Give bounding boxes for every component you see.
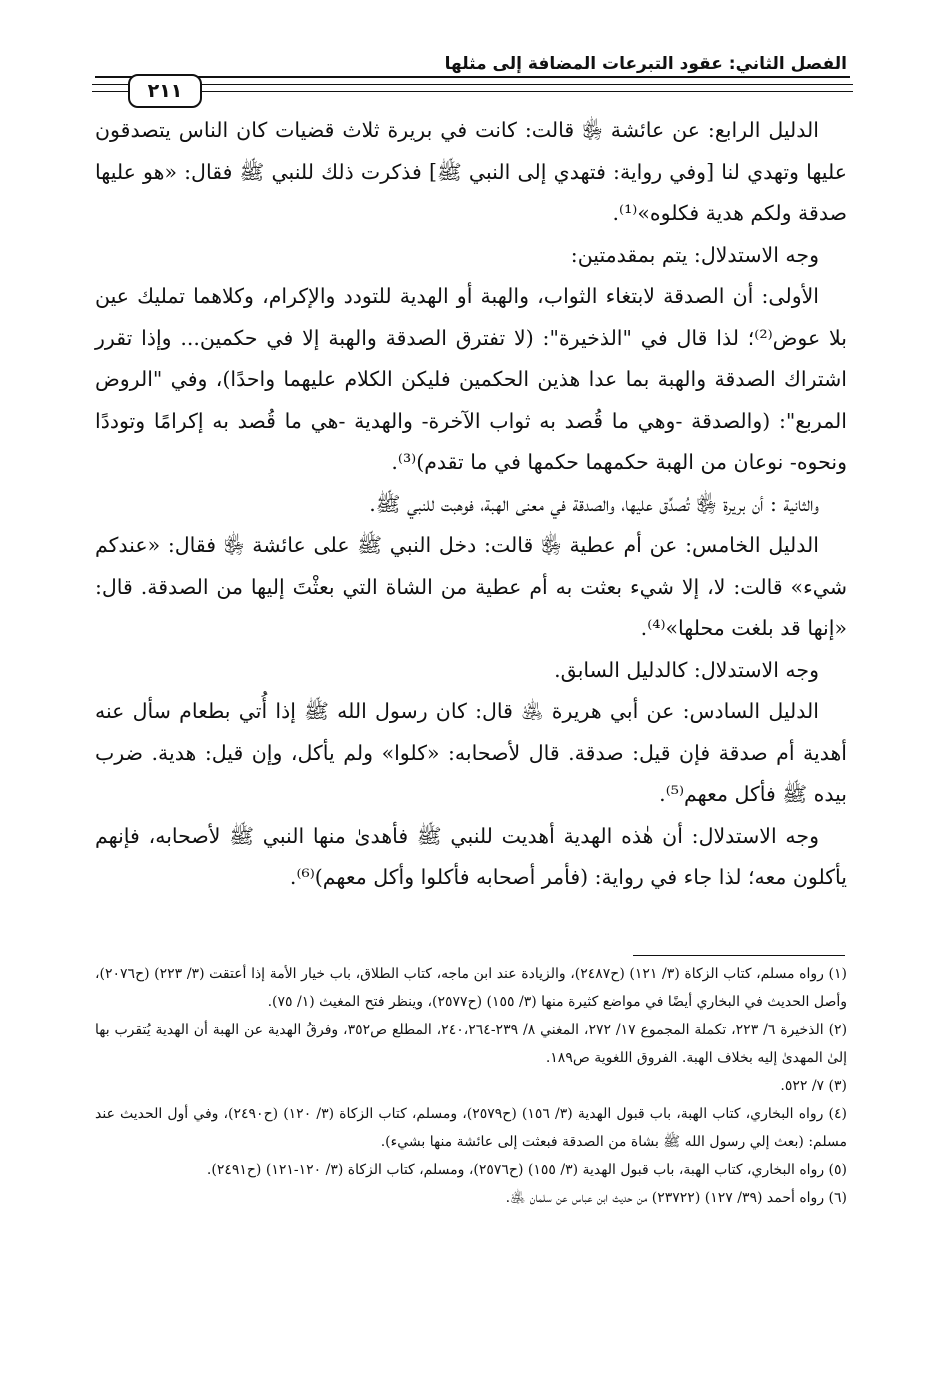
footnote-6: (٦) رواه أحمد (٣٩/ ١٢٧) (٢٣٧٢٢) من حديث ابن عباس عن سلمان ﵁.	[505, 1190, 847, 1206]
paragraph-inference-heading: وجه الاستدلال: يتم بمقدمتين:	[570, 242, 819, 267]
footnote-3: (٣) ٧/ ٥٢٢.	[780, 1078, 847, 1094]
footnote-5: (٥) رواه البخاري، كتاب الهبة، باب قبول الهدية (٣/ ١٥٥) (ح٢٥٧٦)، ومسلم، كتاب الزكاة (٣/ ١٢٠-١٢١) (ح٢٤٩١).	[206, 1162, 847, 1178]
footnote-2: (٢) الذخيرة ٦/ ٢٢٣، تكملة المجموع ١٧/ ٢٧٢، المغني ٨/ ٢٣٩-٢٤٠،٢٦٤، المطلع ص٣٥٢، وفرقُ الهدية عن الهبة أن الهدية يُتقرب بها إلىٰ المهدىٰ إليه بخلاف الهبة. الفروق اللغوية ص١٨٩.	[95, 1022, 848, 1066]
header-double-rule-left-lower	[92, 91, 128, 92]
header-rule	[95, 76, 850, 78]
paragraph-inference-6: وجه الاستدلال: أن هٰذه الهدية أهديت للنبي ﷺ فأهدىٰ منها النبي ﷺ لأصحابه، فإنهم يأكلون معه؛ لذا جاء في رواية: (فأمر أصحابه فأكلوا وأكل معهم)⁽⁶⁾.	[95, 823, 847, 889]
paragraph-evidence-4: الدليل الرابع: عن عائشة ﵂ قالت: كانت في بريرة ثلاث قضيات كان الناس يتصدقون عليها وتهدي لنا [وفي رواية: فتهدي إلى النبي ﷺ] فذكرت ذلك للنبي ﷺ فقال: «هو عليها صدقة ولكم هدية فكلوه»⁽¹⁾.	[95, 118, 847, 225]
page-number: ٢١١	[128, 74, 202, 108]
paragraph-evidence-6: الدليل السادس: عن أبي هريرة ﵁ قال: كان رسول الله ﷺ إذا أُتي بطعام سأل عنه أهدية أم صدقة فإن قيل: صدقة. قال لأصحابه: «كلوا» ولم يأكل، وإن قيل: هدية. ضرب بيده ﷺ فأكل معهم⁽⁵⁾.	[95, 699, 847, 806]
header-double-rule-left-upper	[92, 84, 128, 85]
paragraph-second-premise: والثانية : أن بريرة ﵂ تُصدِّق عليها، والصدقة في معنى الهبة، فوهبت للنبي ﷺ.	[369, 491, 819, 516]
header-double-rule-right-lower	[198, 91, 853, 92]
paragraph-evidence-5: الدليل الخامس: عن أم عطية ﵂ قالت: دخل النبي ﷺ على عائشة ﵂ فقال: «عندكم شيء» قالت: لا، إلا شيء بعثت به أم عطية من الشاة التي بعثْتَ إليها من الصدقة. قال: «إنها قد بلغت محلها»⁽⁴⁾.	[95, 533, 847, 640]
footnote-1: (١) رواه مسلم، كتاب الزكاة (٣/ ١٢١) (ح٢٤٨٧)، والزيادة عند ابن ماجه، كتاب الطلاق، باب خيار الأمة إذا أعتقت (٣/ ٢٢٣) (ح٢٠٧٦)، وأصل الحديث في البخاري أيضًا في مواضع كثيرة منها (٣/ ١٥٥) (ح٢٥٧٧)، وينظر فتح المغيث (١/ ٧٥).	[95, 966, 847, 1010]
footnotes	[95, 960, 847, 1212]
running-title: الفصل الثاني: عقود التبرعات المضافة إلى مثلها	[444, 54, 847, 74]
footnote-4: (٤) رواه البخاري، كتاب الهبة، باب قبول الهدية (٣/ ١٥٦) (ح٢٥٧٩)، ومسلم، كتاب الزكاة (٣/ ١٢٠) (ح٢٤٩٠)، وفي أول الحديث عند مسلم: (بعث إلي رسول الله ﷺ بشاة من الصدقة فبعثت إلى عائشة منها بشيء).	[95, 1106, 848, 1150]
paragraph-first-premise: الأولى: أن الصدقة لابتغاء الثواب، والهبة أو الهدية للتودد والإكرام، وكلاهما تمليك عين بلا عوض⁽²⁾؛ لذا قال في "الذخيرة": (لا تفترق الصدقة والهبة إلا في حكمين... وإذا تقرر اشتراك الصدقة والهبة بما عدا هذين الحكمين فليكن الكلام عليهما واحدًا)، وفي "الروض المربع": (والصدقة -وهي ما قُصد به ثواب الآخرة- والهدية -هي ما قُصد به إكرامًا وتوددًا ونحوه- نوعان من الهبة حكمهما حكمها في ما تقدم)⁽³⁾.	[95, 284, 847, 474]
main-text	[95, 110, 847, 899]
footnote-separator	[633, 955, 845, 956]
header-double-rule-right-upper	[198, 84, 853, 85]
paragraph-inference-5: وجه الاستدلال: كالدليل السابق.	[554, 657, 819, 682]
